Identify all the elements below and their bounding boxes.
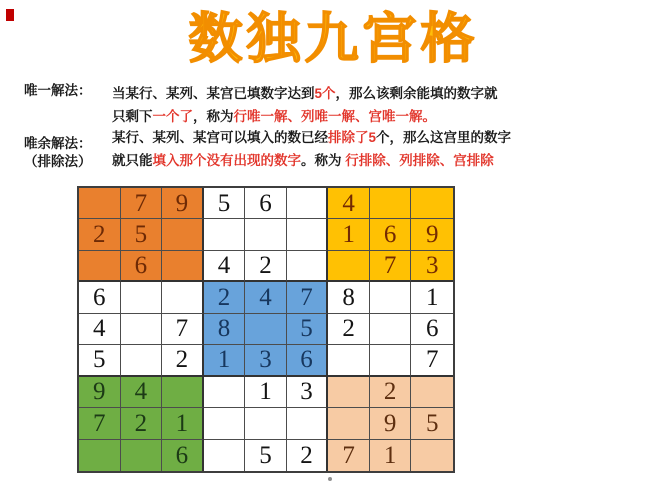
- sudoku-cell: 1: [411, 282, 453, 313]
- sudoku-cell: 9: [370, 408, 412, 439]
- sudoku-cell: 7: [162, 314, 204, 345]
- rule-label: [24, 135, 112, 172]
- sudoku-cell: 7: [287, 282, 329, 313]
- plain-text: 当某行、某列、某宫已填数字达到: [112, 86, 315, 101]
- sudoku-cell: [79, 188, 121, 219]
- sudoku-cell: [245, 408, 287, 439]
- sudoku-cell: 8: [204, 314, 246, 345]
- sudoku-cell: 7: [121, 188, 163, 219]
- highlighted-text: 填入那个没有出现的数字: [152, 153, 301, 168]
- plain-text: 。称为: [301, 153, 346, 168]
- sudoku-cell: [204, 408, 246, 439]
- sudoku-cell: 3: [245, 345, 287, 376]
- sudoku-cell: 4: [79, 314, 121, 345]
- sudoku-cell: [162, 219, 204, 250]
- instruction-line: [112, 105, 498, 128]
- plain-text: ，称为: [193, 109, 234, 124]
- sudoku-cell: 7: [370, 251, 412, 282]
- sudoku-cell: 6: [370, 219, 412, 250]
- sudoku-cell: 1: [370, 440, 412, 471]
- plain-text: 某行、某列、某宫可以填入的数已经: [112, 130, 328, 145]
- sudoku-cell: 6: [79, 282, 121, 313]
- sudoku-cell: [204, 440, 246, 471]
- sudoku-cell: 9: [162, 188, 204, 219]
- highlighted-text: 一个了: [152, 109, 193, 124]
- section-label-line: 唯一解法：: [24, 83, 92, 98]
- sudoku-cell: 4: [328, 188, 370, 219]
- sudoku-cell: 2: [162, 345, 204, 376]
- highlighted-text: 行唯一解、列唯一解、宫唯一解。: [233, 109, 436, 124]
- sudoku-cell: [121, 282, 163, 313]
- sudoku-cell: 2: [204, 282, 246, 313]
- sudoku-cell: 2: [121, 408, 163, 439]
- sudoku-cell: 5: [121, 219, 163, 250]
- section-label-line: （排除法）: [24, 154, 92, 169]
- sudoku-cell: 4: [245, 282, 287, 313]
- sudoku-cell: 9: [411, 219, 453, 250]
- sudoku-cell: [328, 408, 370, 439]
- sudoku-cell: [204, 219, 246, 250]
- sudoku-cell: [121, 314, 163, 345]
- sudoku-cell: 1: [204, 345, 246, 376]
- sudoku-cell: [287, 219, 329, 250]
- highlighted-text: 排除了5: [328, 130, 377, 145]
- sudoku-cell: [162, 377, 204, 408]
- sudoku-cell: 5: [287, 314, 329, 345]
- sudoku-cell: 6: [411, 314, 453, 345]
- sudoku-cell: [287, 188, 329, 219]
- sudoku-cell: 3: [411, 251, 453, 282]
- sudoku-cell: [328, 345, 370, 376]
- sudoku-cell: 2: [328, 314, 370, 345]
- plain-text: 就只能: [112, 153, 153, 168]
- sudoku-cell: [121, 440, 163, 471]
- sudoku-cell: 2: [370, 377, 412, 408]
- sudoku-cell: 6: [287, 345, 329, 376]
- sudoku-cell: 5: [411, 408, 453, 439]
- sudoku-cell: [162, 251, 204, 282]
- sudoku-cell: [411, 440, 453, 471]
- sudoku-cell: [370, 345, 412, 376]
- sudoku-cell: 6: [162, 440, 204, 471]
- sudoku-cell: 3: [287, 377, 329, 408]
- plain-text: 只剩下: [112, 109, 153, 124]
- section-label-line: 唯余解法：: [24, 136, 92, 151]
- sudoku-cell: 4: [204, 251, 246, 282]
- instruction-line: [112, 82, 498, 105]
- rule-text: [112, 82, 498, 128]
- sudoku-cell: [370, 314, 412, 345]
- highlighted-text: 行排除、列排除、宫排除: [345, 153, 494, 168]
- rule-text: [112, 126, 511, 172]
- sudoku-cell: [287, 408, 329, 439]
- sudoku-cell: [79, 251, 121, 282]
- rule-label: [24, 82, 112, 128]
- sudoku-cell: 6: [121, 251, 163, 282]
- sudoku-cell: [79, 440, 121, 471]
- sudoku-cell: 8: [328, 282, 370, 313]
- sudoku-cell: [411, 377, 453, 408]
- sudoku-cell: [328, 251, 370, 282]
- sudoku-cell: 4: [121, 377, 163, 408]
- sudoku-cell: 9: [79, 377, 121, 408]
- sudoku-cell: [370, 188, 412, 219]
- sudoku-cell: 7: [79, 408, 121, 439]
- sudoku-cell: 2: [245, 251, 287, 282]
- rule-section-exclusion: [24, 126, 511, 172]
- sudoku-cell: [328, 377, 370, 408]
- sudoku-cell: 7: [411, 345, 453, 376]
- sudoku-cell: 2: [287, 440, 329, 471]
- sudoku-cell: 5: [79, 345, 121, 376]
- sudoku-grid: [77, 186, 455, 473]
- sudoku-cell: [370, 282, 412, 313]
- sudoku-cell: 1: [162, 408, 204, 439]
- sudoku-cell: [245, 314, 287, 345]
- highlighted-text: 5个: [314, 86, 336, 101]
- sudoku-cell: [162, 282, 204, 313]
- sudoku-cell: 7: [328, 440, 370, 471]
- plain-text: 个，那么这宫里的数字: [376, 130, 512, 145]
- sudoku-cell: 6: [245, 188, 287, 219]
- sudoku-cell: [204, 377, 246, 408]
- stray-dot: [328, 477, 332, 481]
- rule-section-unique: [24, 82, 498, 128]
- sudoku-cell: 1: [245, 377, 287, 408]
- sudoku-cell: 5: [204, 188, 246, 219]
- plain-text: ，那么该剩余能填的数字就: [335, 86, 498, 101]
- instruction-line: [112, 126, 511, 149]
- sudoku-cell: 5: [245, 440, 287, 471]
- sudoku-cell: [411, 188, 453, 219]
- sudoku-cell: [245, 219, 287, 250]
- sudoku-cell: 2: [79, 219, 121, 250]
- page-title: 数独九宫格: [188, 9, 479, 69]
- sudoku-cell: [121, 345, 163, 376]
- sudoku-cell: [287, 251, 329, 282]
- sudoku-cell: 1: [328, 219, 370, 250]
- instruction-line: [112, 149, 511, 172]
